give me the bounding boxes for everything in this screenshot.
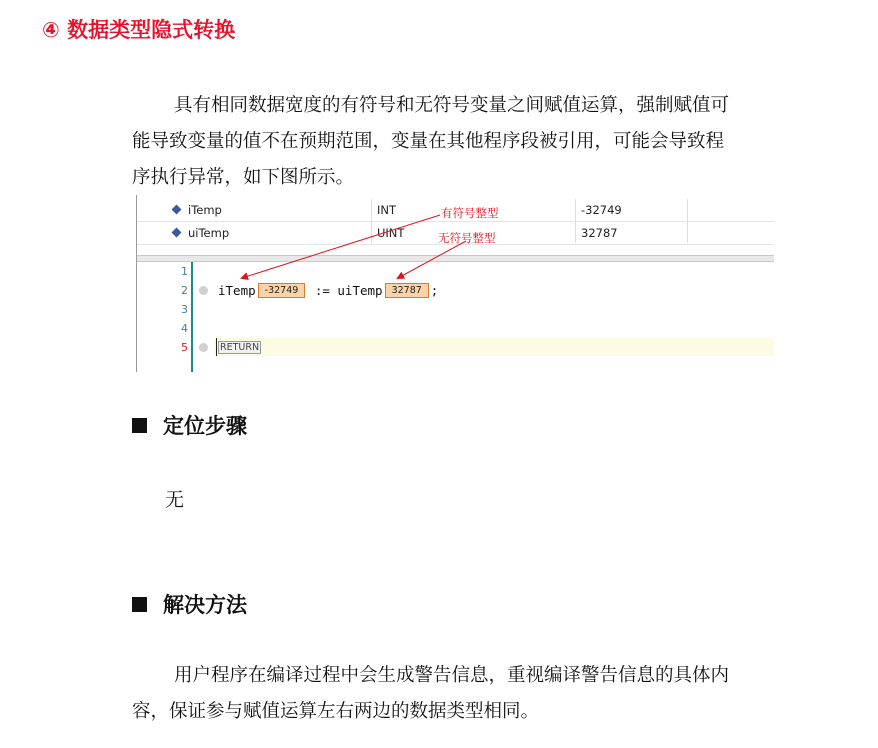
annotation-arrows xyxy=(136,195,774,372)
solution-line-2: 容，保证参与赋值运算左右两边的数据类型相同。 xyxy=(132,701,540,722)
solution-paragraph xyxy=(132,658,782,730)
line-number: 4 xyxy=(181,322,188,335)
code-screenshot-figure xyxy=(136,195,774,372)
square-bullet-icon xyxy=(132,597,147,612)
return-keyword: RETURN xyxy=(220,342,260,353)
code-lhs-variable: iTemp xyxy=(218,283,256,298)
line-number: 2 xyxy=(181,284,188,297)
variable-value-cell: 32787 xyxy=(581,226,618,240)
solution-line-1: 用户程序在编译过程中会生成警告信息，重视编译警告信息的具体内 xyxy=(174,665,730,686)
variable-name-cell: iTemp xyxy=(173,199,222,221)
rhs-value-badge: 32787 xyxy=(385,283,429,298)
square-bullet-icon xyxy=(132,418,147,433)
code-rhs-variable: uiTemp xyxy=(337,283,383,298)
line-number: 1 xyxy=(181,265,188,278)
intro-line-1: 具有相同数据宽度的有符号和无符号变量之间赋值运算，强制赋值可 xyxy=(174,95,730,116)
heading-solution: 解决方法 xyxy=(132,589,247,619)
arrow-to-rhs xyxy=(398,241,466,278)
annotation-signed: 有符号整型 xyxy=(441,206,499,220)
variable-type-cell: UINT xyxy=(377,226,405,240)
intro-paragraph xyxy=(132,88,782,196)
variable-name-cell: uiTemp xyxy=(173,222,229,244)
code-assign-operator: := xyxy=(307,283,338,298)
lhs-value-badge: -32749 xyxy=(258,283,306,298)
line-number-current: 5 xyxy=(181,341,188,354)
intro-line-2: 能导致变量的值不在预期范围，变量在其他程序段被引用，可能会导致程 xyxy=(132,131,725,152)
variable-type-cell: INT xyxy=(377,203,397,217)
section-title: ④ 数据类型隐式转换 xyxy=(42,18,236,42)
line-number: 3 xyxy=(181,303,188,316)
annotation-unsigned: 无符号整型 xyxy=(438,231,496,245)
heading-locate-steps: 定位步骤 xyxy=(132,410,247,440)
intro-line-3: 序执行异常，如下图所示。 xyxy=(132,167,355,188)
variable-value-cell: -32749 xyxy=(581,203,622,217)
arrow-to-lhs xyxy=(242,215,440,278)
locate-steps-body: 无 xyxy=(165,489,185,511)
code-semicolon: ; xyxy=(430,283,439,298)
